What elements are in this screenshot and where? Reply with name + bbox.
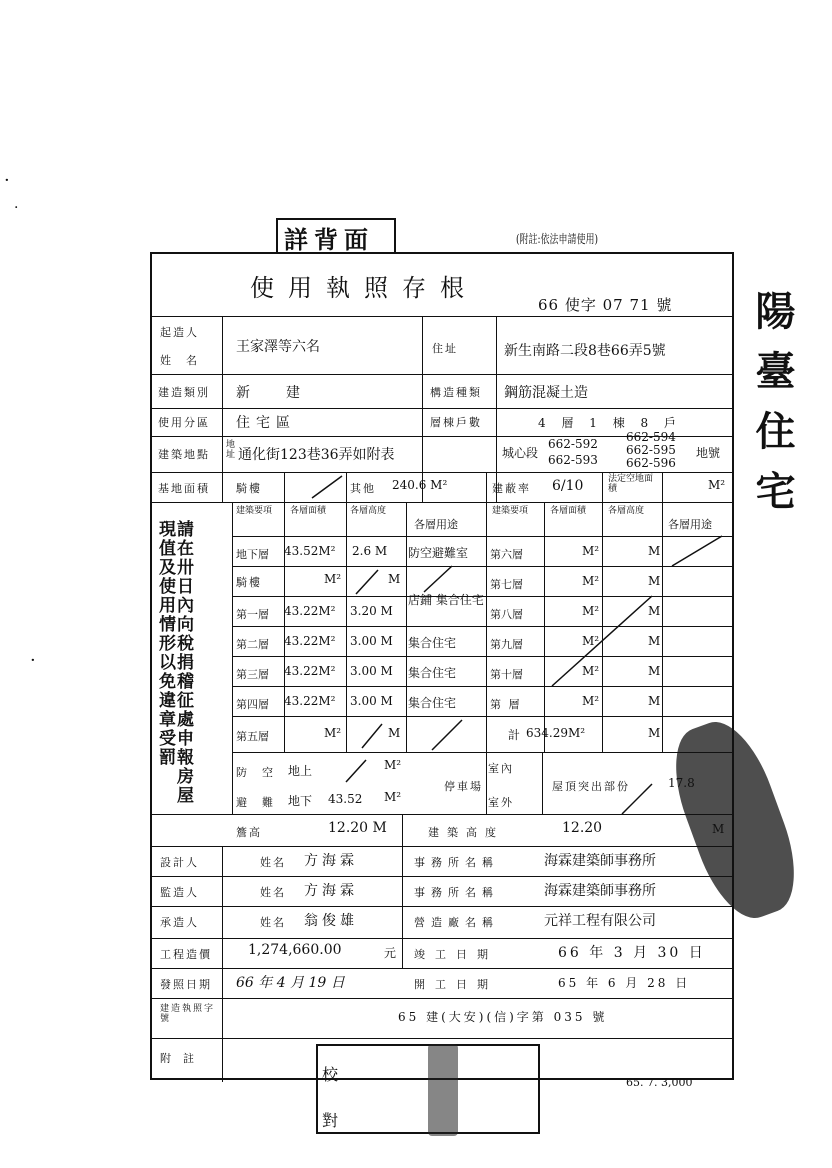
floor-name-right: 第八層: [490, 608, 523, 621]
org-label: 事務所名稱: [414, 856, 499, 869]
floor-name: 第五層: [236, 730, 269, 743]
cost-value: 1,274,660.00: [248, 942, 342, 958]
floor-area: M²: [324, 572, 342, 586]
floor-name: 地下層: [236, 548, 269, 561]
unit-height: M: [648, 664, 661, 678]
legal-open-label: 法定空地面積: [608, 474, 654, 494]
coverage-ratio: 6/10: [552, 478, 584, 494]
floor-use: 集合住宅: [408, 636, 457, 650]
permit-number: 65 建(大安)(信)字第 035 號: [398, 1010, 608, 1024]
supervisor-label: 監造人: [160, 886, 199, 899]
lot-label: 地號: [696, 446, 721, 460]
detail-back-stamp: [276, 218, 396, 254]
floor-name: 第一層: [236, 608, 269, 621]
unit-area: M²: [582, 694, 600, 708]
unit-area: M²: [582, 634, 600, 648]
building-height: 12.20: [562, 820, 603, 836]
margin-mark: ·: [4, 170, 10, 191]
shelter-below: 地下: [288, 794, 313, 808]
shelter-label-2: 避 難: [236, 796, 275, 809]
floor-name-right: 第六層: [490, 548, 523, 561]
floor-area: 43.22M²: [284, 634, 336, 648]
license-number: 66 使字 07 71 號: [538, 296, 673, 314]
cost-label: 工程造價: [160, 948, 212, 961]
location-address: 通化街123巷36弄如附表: [238, 447, 395, 463]
indoor-label: 室內: [488, 762, 514, 775]
floor-height: 3.00 M: [350, 694, 393, 708]
floor-height: 3.00 M: [350, 664, 393, 678]
header-area: 各層面積: [290, 506, 327, 516]
other-area: 240.6 M²: [392, 478, 448, 492]
designer-label: 設計人: [160, 856, 199, 869]
designer-org: 海霖建築師事務所: [544, 853, 656, 869]
form-title: 使用執照存根: [250, 274, 478, 302]
lot-number: 662-595: [626, 443, 676, 457]
completion-label: 竣工日期: [414, 948, 498, 961]
lot-number: 662-592: [548, 437, 598, 451]
area-unit: M²: [708, 478, 726, 492]
issue-label: 發照日期: [160, 978, 212, 991]
header-height: 各層高度: [350, 506, 387, 516]
floor-use: 店鋪 集合住宅: [408, 593, 484, 607]
unit-height: M: [648, 726, 661, 740]
floor-use: 集合住宅: [408, 666, 457, 680]
header-area-right: 各層面積: [550, 506, 587, 516]
stamp-text: 詳背面: [284, 225, 374, 254]
name-label: 姓名: [260, 916, 286, 929]
cost-unit: 元: [384, 946, 397, 960]
floor-name: 騎樓: [236, 576, 262, 589]
unit-height: M: [648, 544, 661, 558]
roof-label: 屋頂突出部份: [552, 780, 630, 793]
structure-label: 構造種類: [430, 386, 482, 399]
contractor-org: 元祥工程有限公司: [544, 913, 656, 929]
proof-label: 校對: [322, 1065, 339, 1130]
unit-height: M: [648, 634, 661, 648]
floor-name: 第三層: [236, 668, 269, 681]
margin-mark: ·: [30, 650, 36, 671]
unit-height: M: [648, 694, 661, 708]
floor-area: M²: [324, 726, 342, 740]
contractor-name: 翁俊雄: [304, 913, 358, 929]
header-height-right: 各層高度: [608, 506, 645, 516]
building-height-unit: M: [712, 822, 725, 836]
print-note: 65. 7. 3,000: [626, 1076, 693, 1089]
proof-seal: [428, 1044, 458, 1136]
supervisor-name: 方海霖: [304, 883, 358, 899]
applicant-address: 新生南路二段8巷66弄5號: [504, 343, 666, 359]
applicant-name: 王家澤等六名: [236, 339, 320, 355]
floors-label: 層棟戶數: [430, 416, 482, 429]
header-use-right: 各層用途: [668, 518, 712, 531]
floor-name-right: 第十層: [490, 668, 523, 681]
applicant-label-2: 姓 名: [160, 354, 199, 367]
margin-mark: ·: [14, 200, 19, 216]
building-height-label: 建築高度: [428, 826, 504, 839]
completion-date: 66 年 3 月 30 日: [558, 945, 706, 961]
unit-area: M²: [582, 664, 600, 678]
floor-height: 2.6 M: [352, 544, 388, 558]
floor-name-right: 第七層: [490, 578, 523, 591]
lot-number: 662-593: [548, 453, 598, 467]
unit-area: M²: [582, 574, 600, 588]
zoning-label: 使用分區: [158, 416, 210, 429]
shelter-unit: M²: [384, 758, 402, 772]
floor-height: 3.00 M: [350, 634, 393, 648]
address-label: 住址: [432, 342, 458, 355]
floor-area: 43.22M²: [284, 694, 336, 708]
lot-number: 662-594: [626, 430, 676, 444]
floor-height: M: [388, 726, 401, 740]
shelter-label-1: 防 空: [236, 766, 275, 779]
structure-type: 鋼筋混凝土造: [504, 385, 588, 401]
outdoor-label: 室外: [488, 796, 514, 809]
start-date: 65 年 6 月 28 日: [558, 976, 691, 990]
roof-value: 17.8: [668, 776, 695, 790]
addr-label: 地址: [226, 440, 236, 460]
applicant-label: 起造人: [160, 326, 199, 339]
building-type-label: 建造類別: [158, 386, 210, 399]
right-margin-text: 陽臺住宅: [749, 290, 796, 530]
floor-name-right: 第 層: [490, 698, 522, 711]
floor-name-right: 第九層: [490, 638, 523, 651]
total-area: 634.29M²: [526, 726, 586, 740]
floor-name: 第四層: [236, 698, 269, 711]
unit-height: M: [648, 604, 661, 618]
eave-height: 12.20 M: [328, 820, 387, 836]
floor-use: 防空避難室: [408, 546, 469, 560]
unit-area: M²: [582, 544, 600, 558]
parking-label: 停車場: [444, 780, 483, 793]
site-area-label: 基地面積: [158, 482, 210, 495]
location-label: 建築地點: [158, 448, 210, 461]
floor-height: M: [388, 572, 401, 586]
header-item: 建築要項: [236, 506, 273, 516]
unit-height: M: [648, 574, 661, 588]
total-label: 計: [508, 728, 521, 742]
permit-label: 建造執照字號: [160, 1004, 216, 1024]
other-label: 其他: [350, 482, 376, 495]
shelter-unit: M²: [384, 790, 402, 804]
contractor-label: 承造人: [160, 916, 199, 929]
issue-date: 66 年 4 月 19 日: [236, 975, 345, 991]
unit-area: M²: [582, 604, 600, 618]
header-item-right: 建築要項: [492, 506, 529, 516]
designer-name: 方海霖: [304, 853, 358, 869]
start-label: 開工日期: [414, 978, 498, 991]
lot-number: 662-596: [626, 456, 676, 470]
name-label: 姓名: [260, 856, 286, 869]
header-use: 各層用途: [414, 518, 458, 531]
top-right-note: (附註:依法申請使用): [516, 233, 599, 247]
building-type: 新建: [236, 385, 336, 401]
eave-label: 簷高: [236, 826, 262, 839]
name-label: 姓名: [260, 886, 286, 899]
floor-area: 43.22M²: [284, 664, 336, 678]
shelter-above: 地上: [288, 764, 313, 778]
remarks-label: 附註: [160, 1052, 206, 1065]
coverage-label: 建蔽率: [492, 482, 531, 495]
floor-area: 43.52M²: [284, 544, 336, 558]
org-label: 營造廠名稱: [414, 916, 499, 929]
floors-count: 4 層 1 棟 8 戶: [538, 416, 682, 430]
floor-name: 第二層: [236, 638, 269, 651]
zoning: 住宅區: [236, 415, 296, 431]
lot-section: 城心段: [502, 446, 539, 460]
side-note: 請在卅日內向稅捐稽征處申報房屋現值及使用情形以免違章受罰: [155, 520, 193, 805]
floor-use: 集合住宅: [408, 696, 457, 710]
org-label: 事務所名稱: [414, 886, 499, 899]
shelter-below-value: 43.52: [328, 792, 363, 806]
arcade-label: 騎樓: [236, 482, 262, 495]
floor-area: 43.22M²: [284, 604, 336, 618]
supervisor-org: 海霖建築師事務所: [544, 883, 656, 899]
floor-height: 3.20 M: [350, 604, 393, 618]
